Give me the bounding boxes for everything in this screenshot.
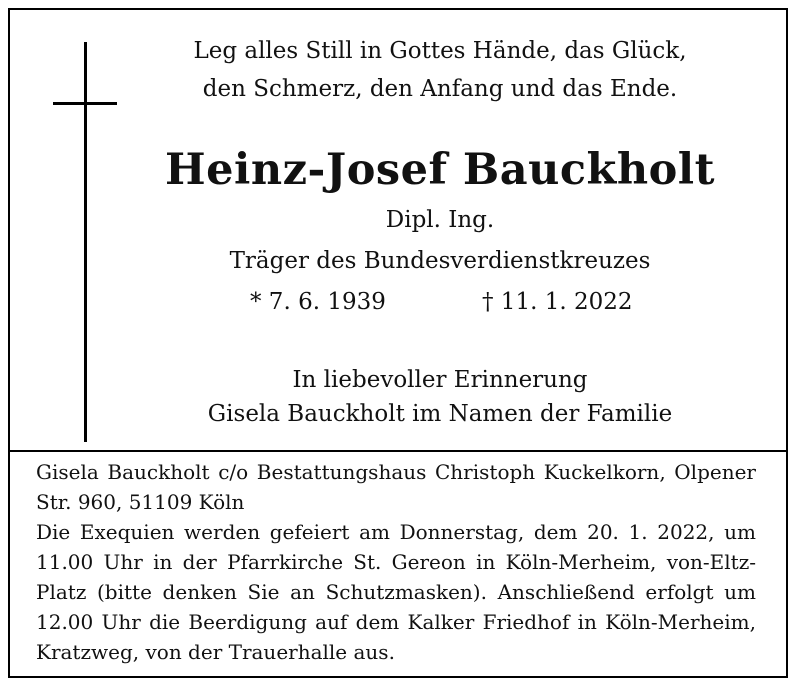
verse xyxy=(140,32,740,108)
service-info: Die Exequien werden gefeiert am Donnerstag, dem 20. 1. 2022, um 11.00 Uhr in der Pfarrkirche St. Gereon in Köln-Merheim, von-Eltz-Platz (bitte denken Sie an Schutzmasken). Anschließend erfolgt um 12.00 Uhr die Beerdigung auf dem Kalker Friedhof in Köln-Merheim, Kratzweg, von der Trauerhalle aus. xyxy=(36,520,756,664)
degree: Dipl. Ing. xyxy=(385,207,495,233)
memorial-text xyxy=(140,363,740,431)
cross-icon-bar xyxy=(53,102,117,105)
divider xyxy=(10,450,786,452)
memory-line-1: In liebevoller Erinnerung xyxy=(292,367,588,393)
contact-address: Gisela Bauckholt c/o Bestattungshaus Christoph Kuckelkorn, Olpener Str. 960, 51109 Köln xyxy=(36,460,756,514)
death-date: † 11. 1. 2022 xyxy=(482,289,633,315)
funeral-details xyxy=(36,457,756,667)
memory-line-2: Gisela Bauckholt im Namen der Familie xyxy=(207,401,673,427)
obituary-notice xyxy=(8,8,788,678)
verse-line-2: den Schmerz, den Anfang und das Ende. xyxy=(202,76,678,102)
obituary-header xyxy=(10,10,786,460)
birth-date: * 7. 6. 1939 xyxy=(250,289,386,315)
honor: Träger des Bundesverdienstkreuzes xyxy=(229,248,651,274)
deceased-name: Heinz-Josef Bauckholt xyxy=(165,145,715,195)
verse-line-1: Leg alles Still in Gottes Hände, das Glück, xyxy=(193,38,687,64)
